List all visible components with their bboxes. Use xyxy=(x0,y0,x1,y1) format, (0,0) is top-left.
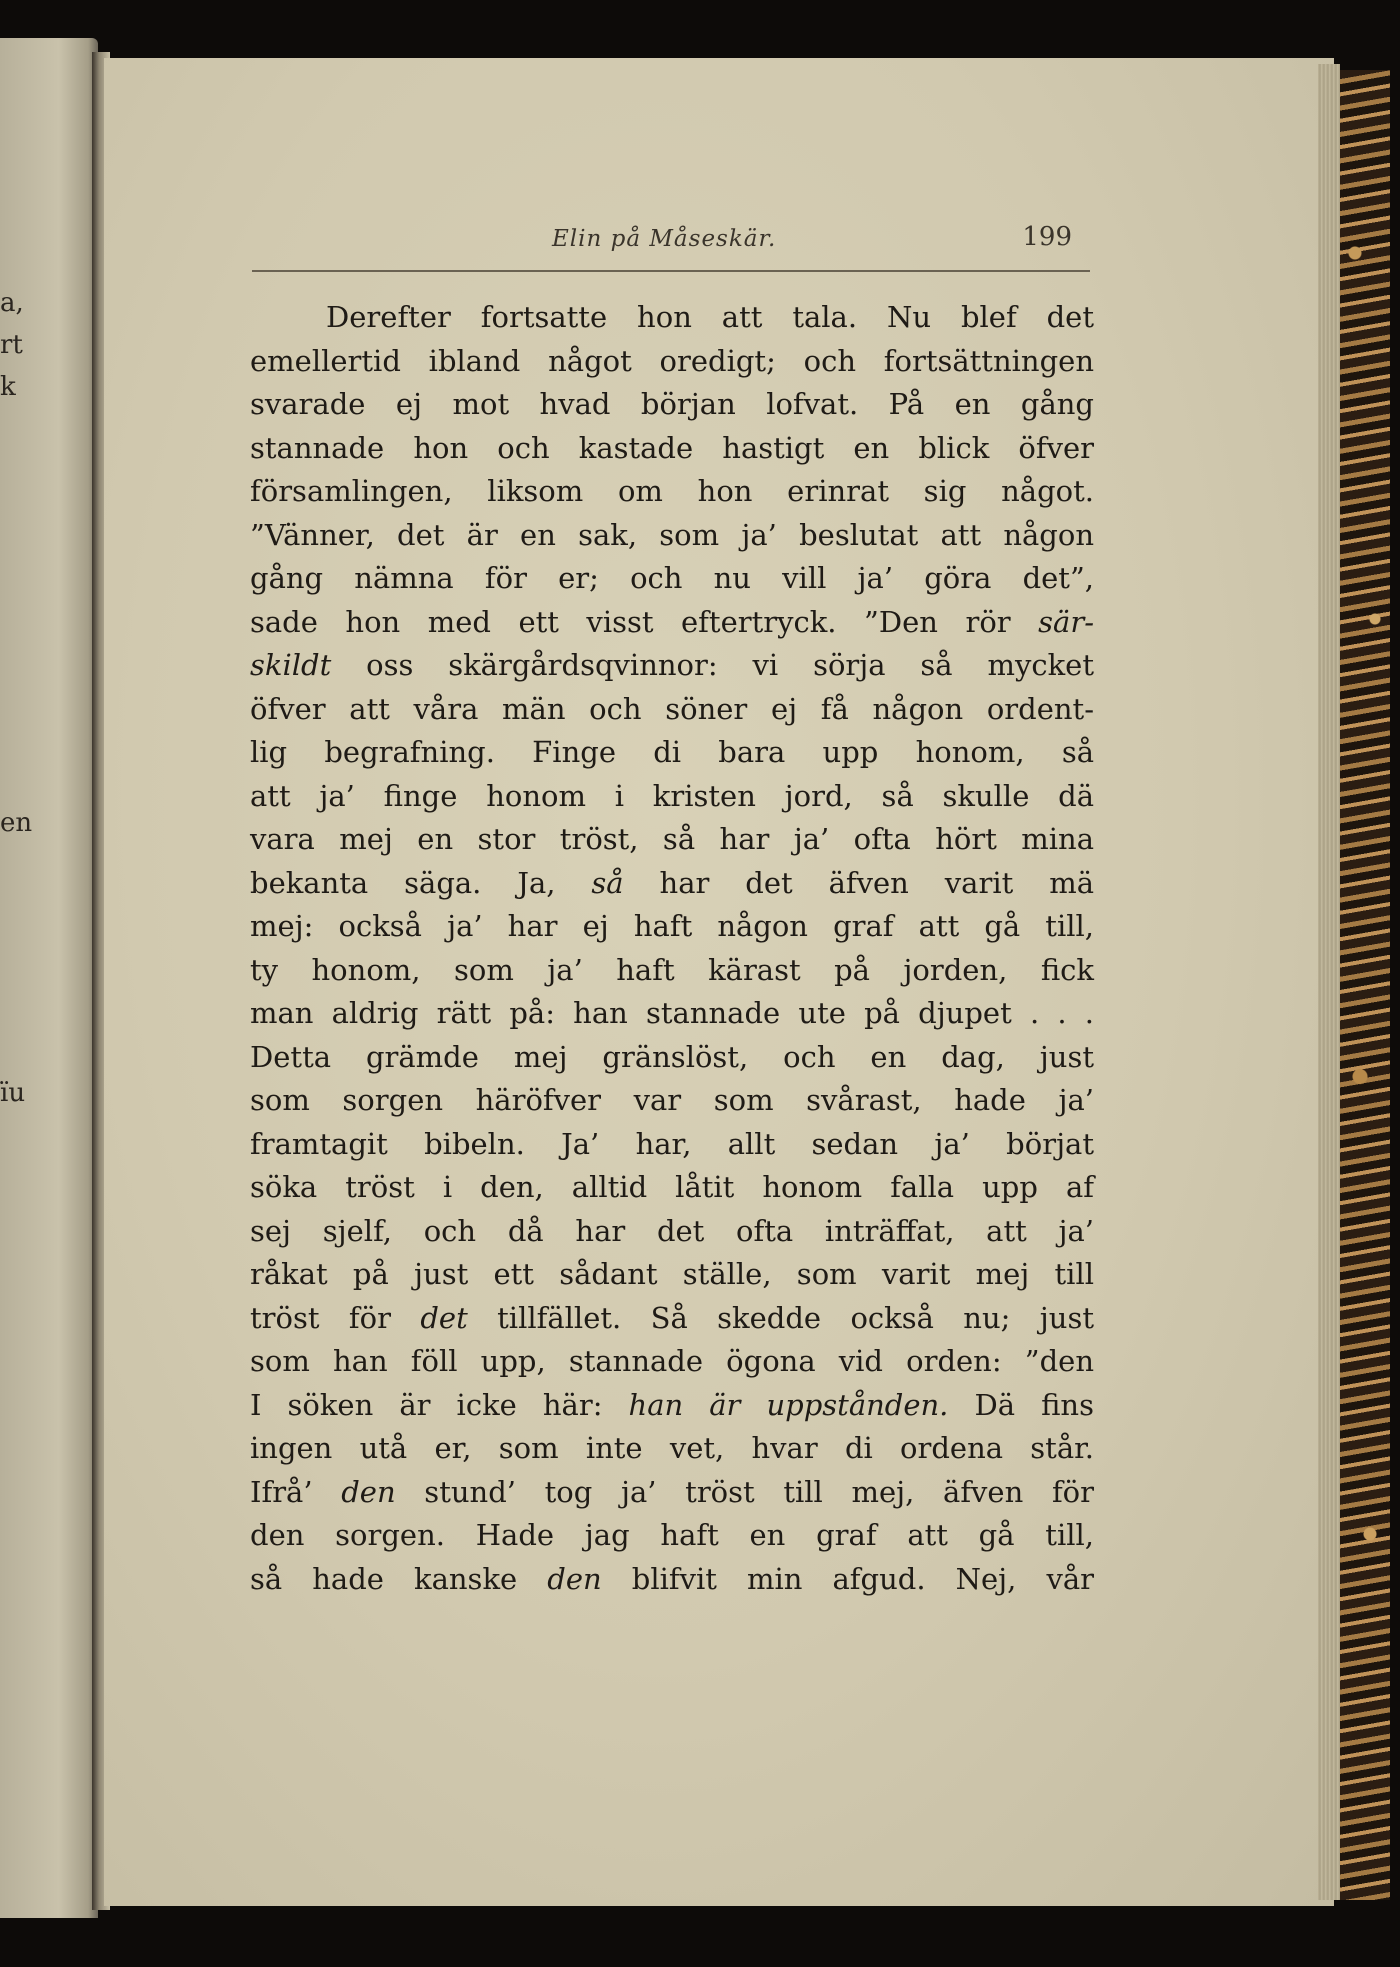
text-segment: I söken är icke här: xyxy=(250,1387,629,1422)
italic-emphasis: den xyxy=(547,1561,602,1596)
text-segment: stund’ tog ja’ tröst till mej, äfven för xyxy=(395,1474,1094,1509)
italic-emphasis: det xyxy=(420,1300,468,1335)
page-stack-edge xyxy=(1318,64,1340,1900)
text-segment: Dä fins xyxy=(948,1387,1094,1422)
italic-emphasis: den xyxy=(341,1474,396,1509)
running-title: Elin på Måseskär. xyxy=(552,226,777,252)
body-text xyxy=(250,296,1094,1601)
text-line: den sorgen. Hade jag haft en graf att gå till, xyxy=(250,1518,1094,1552)
text-line: sej sjelf, och då har det ofta inträffat, att ja’ xyxy=(250,1213,1094,1248)
left-page-fragment: rt xyxy=(0,330,23,360)
text-line xyxy=(250,1297,1094,1341)
text-segment: bekanta säga. Ja, xyxy=(250,865,592,900)
left-page-edge xyxy=(0,38,98,1918)
italic-emphasis: så xyxy=(591,865,624,900)
text-segment: tillfället. Så skedde också nu; just xyxy=(467,1300,1095,1335)
left-page-fragment: k xyxy=(0,372,16,402)
marbled-cover xyxy=(1340,70,1390,1900)
text-line xyxy=(250,644,1094,688)
text-line: att ja’ finge honom i kristen jord, så skulle dä xyxy=(250,778,1094,813)
text-line: lig begrafning. Finge di bara upp honom, så xyxy=(250,735,1094,769)
running-header xyxy=(252,222,1090,272)
text-segment: Ifrå’ xyxy=(250,1474,342,1509)
text-line: ty honom, som ja’ haft kärast på jorden, fick xyxy=(250,952,1094,987)
text-line xyxy=(250,601,1094,645)
left-page-fragment: a, xyxy=(0,288,24,318)
text-line: emellertid ibland något oredigt; och fortsättningen xyxy=(250,343,1094,378)
text-line: framtagit bibeln. Ja’ har, allt sedan ja’ börjat xyxy=(250,1126,1094,1161)
italic-emphasis: skildt xyxy=(250,648,332,682)
text-line xyxy=(250,1471,1094,1515)
text-line: Derefter fortsatte hon att tala. Nu blef det xyxy=(326,300,1094,334)
text-segment: så hade kanske xyxy=(250,1561,548,1596)
text-line: mej: också ja’ har ej haft någon graf att gå till, xyxy=(250,909,1094,943)
text-line: som sorgen häröfver var som svårast, hade ja’ xyxy=(250,1083,1094,1117)
text-line: man aldrig rätt på: han stannade ute på djupet . . . xyxy=(250,996,1094,1030)
text-line: ingen utå er, som inte vet, hvar di ordena står. xyxy=(250,1431,1094,1465)
page-number: 199 xyxy=(1022,222,1072,252)
italic-emphasis: sär- xyxy=(1038,604,1094,639)
text-line xyxy=(250,1384,1094,1428)
text-line: stannade hon och kastade hastigt en blick öfver xyxy=(250,430,1094,465)
text-line: som han föll upp, stannade ögona vid orden: ”den xyxy=(250,1344,1094,1378)
text-line: vara mej en stor tröst, så har ja’ ofta hört mina xyxy=(250,822,1094,856)
left-page-fragment: en xyxy=(0,808,33,838)
text-line xyxy=(250,1558,1094,1602)
text-segment: oss skärgårdsqvinnor: vi sörja så mycket xyxy=(331,648,1094,682)
text-segment: sade hon med ett visst eftertryck. ”Den rör xyxy=(250,604,1039,639)
text-line: gång nämna för er; och nu vill ja’ göra det”, xyxy=(250,561,1094,595)
text-line: ”Vänner, det är en sak, som ja’ beslutat att någon xyxy=(250,517,1094,552)
text-line: öfver att våra män och söner ej få någon ordent- xyxy=(250,691,1094,726)
text-line: svarade ej mot hvad början lofvat. På en gång xyxy=(250,387,1094,421)
text-segment: tröst för xyxy=(250,1300,421,1335)
text-segment: har det äfven varit mä xyxy=(623,865,1094,900)
left-page-fragment: ïu xyxy=(0,1078,26,1108)
text-segment: blifvit min afgud. Nej, vår xyxy=(601,1561,1094,1596)
text-line xyxy=(250,862,1094,906)
text-line: Detta grämde mej gränslöst, och en dag, just xyxy=(250,1039,1094,1074)
text-line: råkat på just ett sådant ställe, som varit mej till xyxy=(250,1257,1094,1291)
text-line: församlingen, liksom om hon erinrat sig något. xyxy=(250,474,1094,508)
text-line: söka tröst i den, alltid låtit honom falla upp af xyxy=(250,1170,1094,1204)
italic-emphasis: han är uppstånden. xyxy=(628,1387,949,1422)
